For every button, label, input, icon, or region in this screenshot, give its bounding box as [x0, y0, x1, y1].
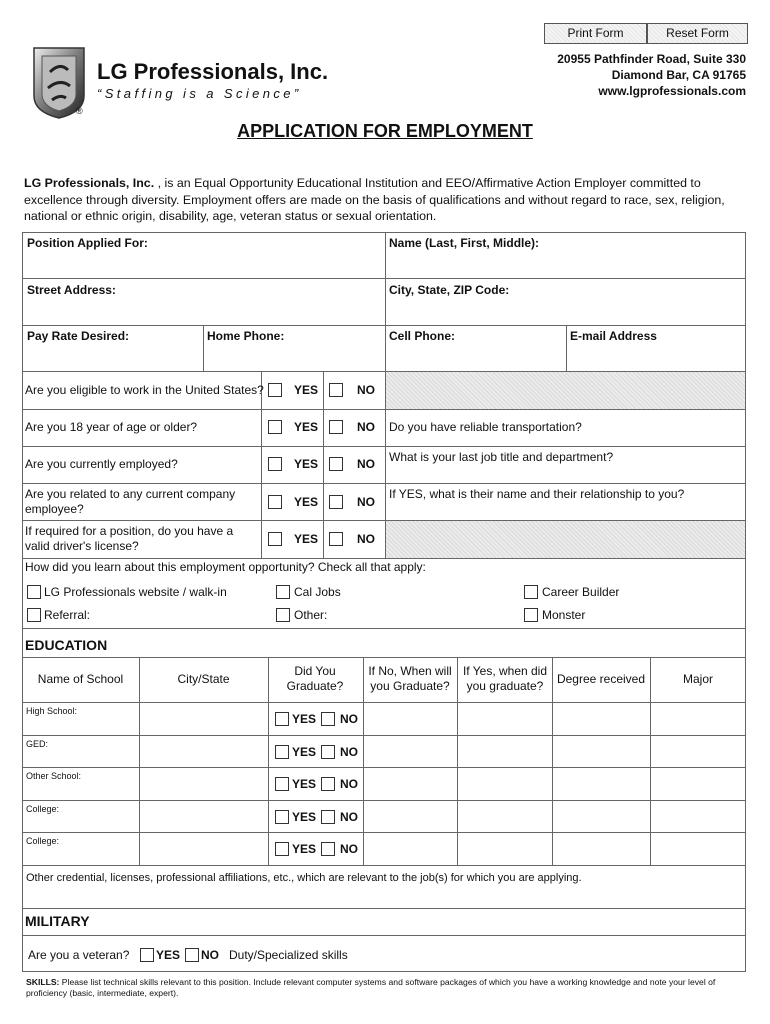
row-label: GED: — [26, 739, 49, 749]
graduated-yes-checkbox[interactable] — [275, 712, 289, 726]
column-header: Major — [682, 672, 713, 686]
reset-form-button[interactable]: Reset Form — [647, 23, 748, 44]
no-label: NO — [357, 532, 375, 546]
age-no-checkbox[interactable] — [329, 420, 343, 434]
yes-label: YES — [294, 495, 319, 509]
referral-careerbuilder-checkbox[interactable] — [524, 585, 538, 599]
skills-text: Please list technical skills relevant to this position. Include relevant computer systems and software packages of which you have a working knowledge and note your level of proficiency (basic, intermediate, expert). — [26, 977, 716, 998]
referral-monster-checkbox[interactable] — [524, 608, 538, 622]
column-header: Name of School — [37, 672, 124, 686]
yes-label: YES — [292, 712, 317, 726]
column-header: Did You Graduate? — [286, 664, 344, 693]
no-label: NO — [201, 948, 219, 962]
yes-label: YES — [294, 420, 319, 434]
referral-website-checkbox[interactable] — [27, 585, 41, 599]
graduated-no-checkbox[interactable] — [321, 842, 335, 856]
military-heading: MILITARY — [25, 913, 90, 929]
skills-label: SKILLS: — [26, 977, 60, 987]
row-label: High School: — [26, 706, 78, 716]
shaded-cell — [385, 372, 745, 409]
related-yes-checkbox[interactable] — [268, 495, 282, 509]
veteran-question: Are you a veteran? — [28, 948, 130, 962]
yes-label: YES — [292, 745, 317, 759]
row-label: College: — [26, 836, 60, 846]
referral-option: Cal Jobs — [294, 585, 341, 599]
email-field[interactable]: E-mail Address — [570, 329, 657, 343]
column-header: If No, When will you Graduate? — [368, 664, 452, 693]
no-label: NO — [357, 457, 375, 471]
yes-label: YES — [294, 457, 319, 471]
page-title: APPLICATION FOR EMPLOYMENT — [237, 121, 533, 141]
referral-caljobs-checkbox[interactable] — [276, 585, 290, 599]
yes-label: YES — [294, 383, 319, 397]
graduated-no-checkbox[interactable] — [321, 810, 335, 824]
no-label: NO — [340, 842, 358, 856]
address-line-1: 20955 Pathfinder Road, Suite 330 — [557, 52, 746, 66]
eligible-yes-checkbox[interactable] — [268, 383, 282, 397]
graduated-yes-checkbox[interactable] — [275, 777, 289, 791]
registered-mark: ® — [76, 106, 83, 116]
license-no-checkbox[interactable] — [329, 532, 343, 546]
license-yes-checkbox[interactable] — [268, 532, 282, 546]
company-name: LG Professionals, Inc. — [97, 59, 329, 84]
shaded-cell — [385, 521, 745, 558]
home-phone-field[interactable]: Home Phone: — [207, 329, 285, 343]
veteran-yes-checkbox[interactable] — [140, 948, 154, 962]
intro-company: LG Professionals, Inc. — [24, 176, 155, 190]
referral-option: LG Professionals website / walk-in — [44, 585, 227, 599]
row-label: College: — [26, 804, 60, 814]
position-applied-field[interactable]: Position Applied For: — [27, 236, 148, 250]
graduated-no-checkbox[interactable] — [321, 745, 335, 759]
relationship-field[interactable]: If YES, what is their name and their relationship to you? — [389, 487, 685, 501]
eligible-no-checkbox[interactable] — [329, 383, 343, 397]
row-label: Other School: — [26, 771, 82, 781]
pay-rate-field[interactable]: Pay Rate Desired: — [27, 329, 130, 343]
referral-prompt: How did you learn about this employment opportunity? Check all that apply: — [25, 560, 426, 574]
graduated-yes-checkbox[interactable] — [275, 810, 289, 824]
referral-option: Monster — [542, 608, 586, 622]
yes-label: YES — [292, 810, 317, 824]
no-label: NO — [340, 745, 358, 759]
duty-skills-field[interactable]: Duty/Specialized skills — [229, 948, 348, 962]
transportation-field[interactable]: Do you have reliable transportation? — [389, 420, 582, 434]
related-no-checkbox[interactable] — [329, 495, 343, 509]
graduated-no-checkbox[interactable] — [321, 712, 335, 726]
question-license: If required for a position, do you have a valid driver's license? — [25, 524, 234, 553]
column-header: Degree received — [556, 672, 646, 686]
skills-instructions — [26, 977, 746, 999]
intro-paragraph — [24, 175, 744, 225]
last-job-field[interactable]: What is your last job title and department? — [389, 450, 614, 464]
city-state-zip-field[interactable]: City, State, ZIP Code: — [389, 283, 510, 297]
employed-no-checkbox[interactable] — [329, 457, 343, 471]
referral-option: Career Builder — [542, 585, 620, 599]
no-label: NO — [340, 712, 358, 726]
question-employed: Are you currently employed? — [25, 457, 178, 471]
graduated-no-checkbox[interactable] — [321, 777, 335, 791]
question-related: Are you related to any current company employee? — [25, 487, 236, 516]
street-address-field[interactable]: Street Address: — [27, 283, 116, 297]
referral-option: Referral: — [44, 608, 91, 622]
veteran-no-checkbox[interactable] — [185, 948, 199, 962]
column-header: City/State — [177, 672, 230, 686]
yes-label: YES — [294, 532, 319, 546]
cell-phone-field[interactable]: Cell Phone: — [389, 329, 456, 343]
question-age: Are you 18 year of age or older? — [25, 420, 198, 434]
no-label: NO — [357, 495, 375, 509]
print-form-button[interactable]: Print Form — [544, 23, 647, 44]
yes-label: YES — [292, 842, 317, 856]
employed-yes-checkbox[interactable] — [268, 457, 282, 471]
age-yes-checkbox[interactable] — [268, 420, 282, 434]
no-label: NO — [340, 810, 358, 824]
other-credentials-field[interactable]: Other credential, licenses, professional affiliations, etc., which are relevant to the job(s) for which you are applying. — [26, 872, 582, 884]
address-line-2: Diamond Bar, CA 91765 — [611, 68, 746, 82]
referral-referral-checkbox[interactable] — [27, 608, 41, 622]
column-header: If Yes, when did you graduate? — [462, 664, 548, 693]
yes-label: YES — [156, 948, 181, 962]
question-eligible: Are you eligible to work in the United States? — [25, 383, 264, 397]
referral-other-checkbox[interactable] — [276, 608, 290, 622]
intro-text: , is an Equal Opportunity Educational Institution and EEO/Affirmative Action Employer committed to excellence through diversity. Employment offers are made on the basis of qualifications and without regard to race, sex, religion, national or ethnic origin, disability, age, veteran status or sexual orientation. — [24, 176, 725, 223]
no-label: NO — [357, 383, 375, 397]
graduated-yes-checkbox[interactable] — [275, 745, 289, 759]
no-label: NO — [357, 420, 375, 434]
company-website: www.lgprofessionals.com — [598, 84, 746, 98]
yes-label: YES — [292, 777, 317, 791]
graduated-yes-checkbox[interactable] — [275, 842, 289, 856]
company-tagline: “Staffing is a Science” — [97, 86, 302, 101]
referral-option: Other: — [294, 608, 328, 622]
education-heading: EDUCATION — [25, 637, 108, 653]
no-label: NO — [340, 777, 358, 791]
name-field[interactable]: Name (Last, First, Middle): — [389, 236, 540, 250]
